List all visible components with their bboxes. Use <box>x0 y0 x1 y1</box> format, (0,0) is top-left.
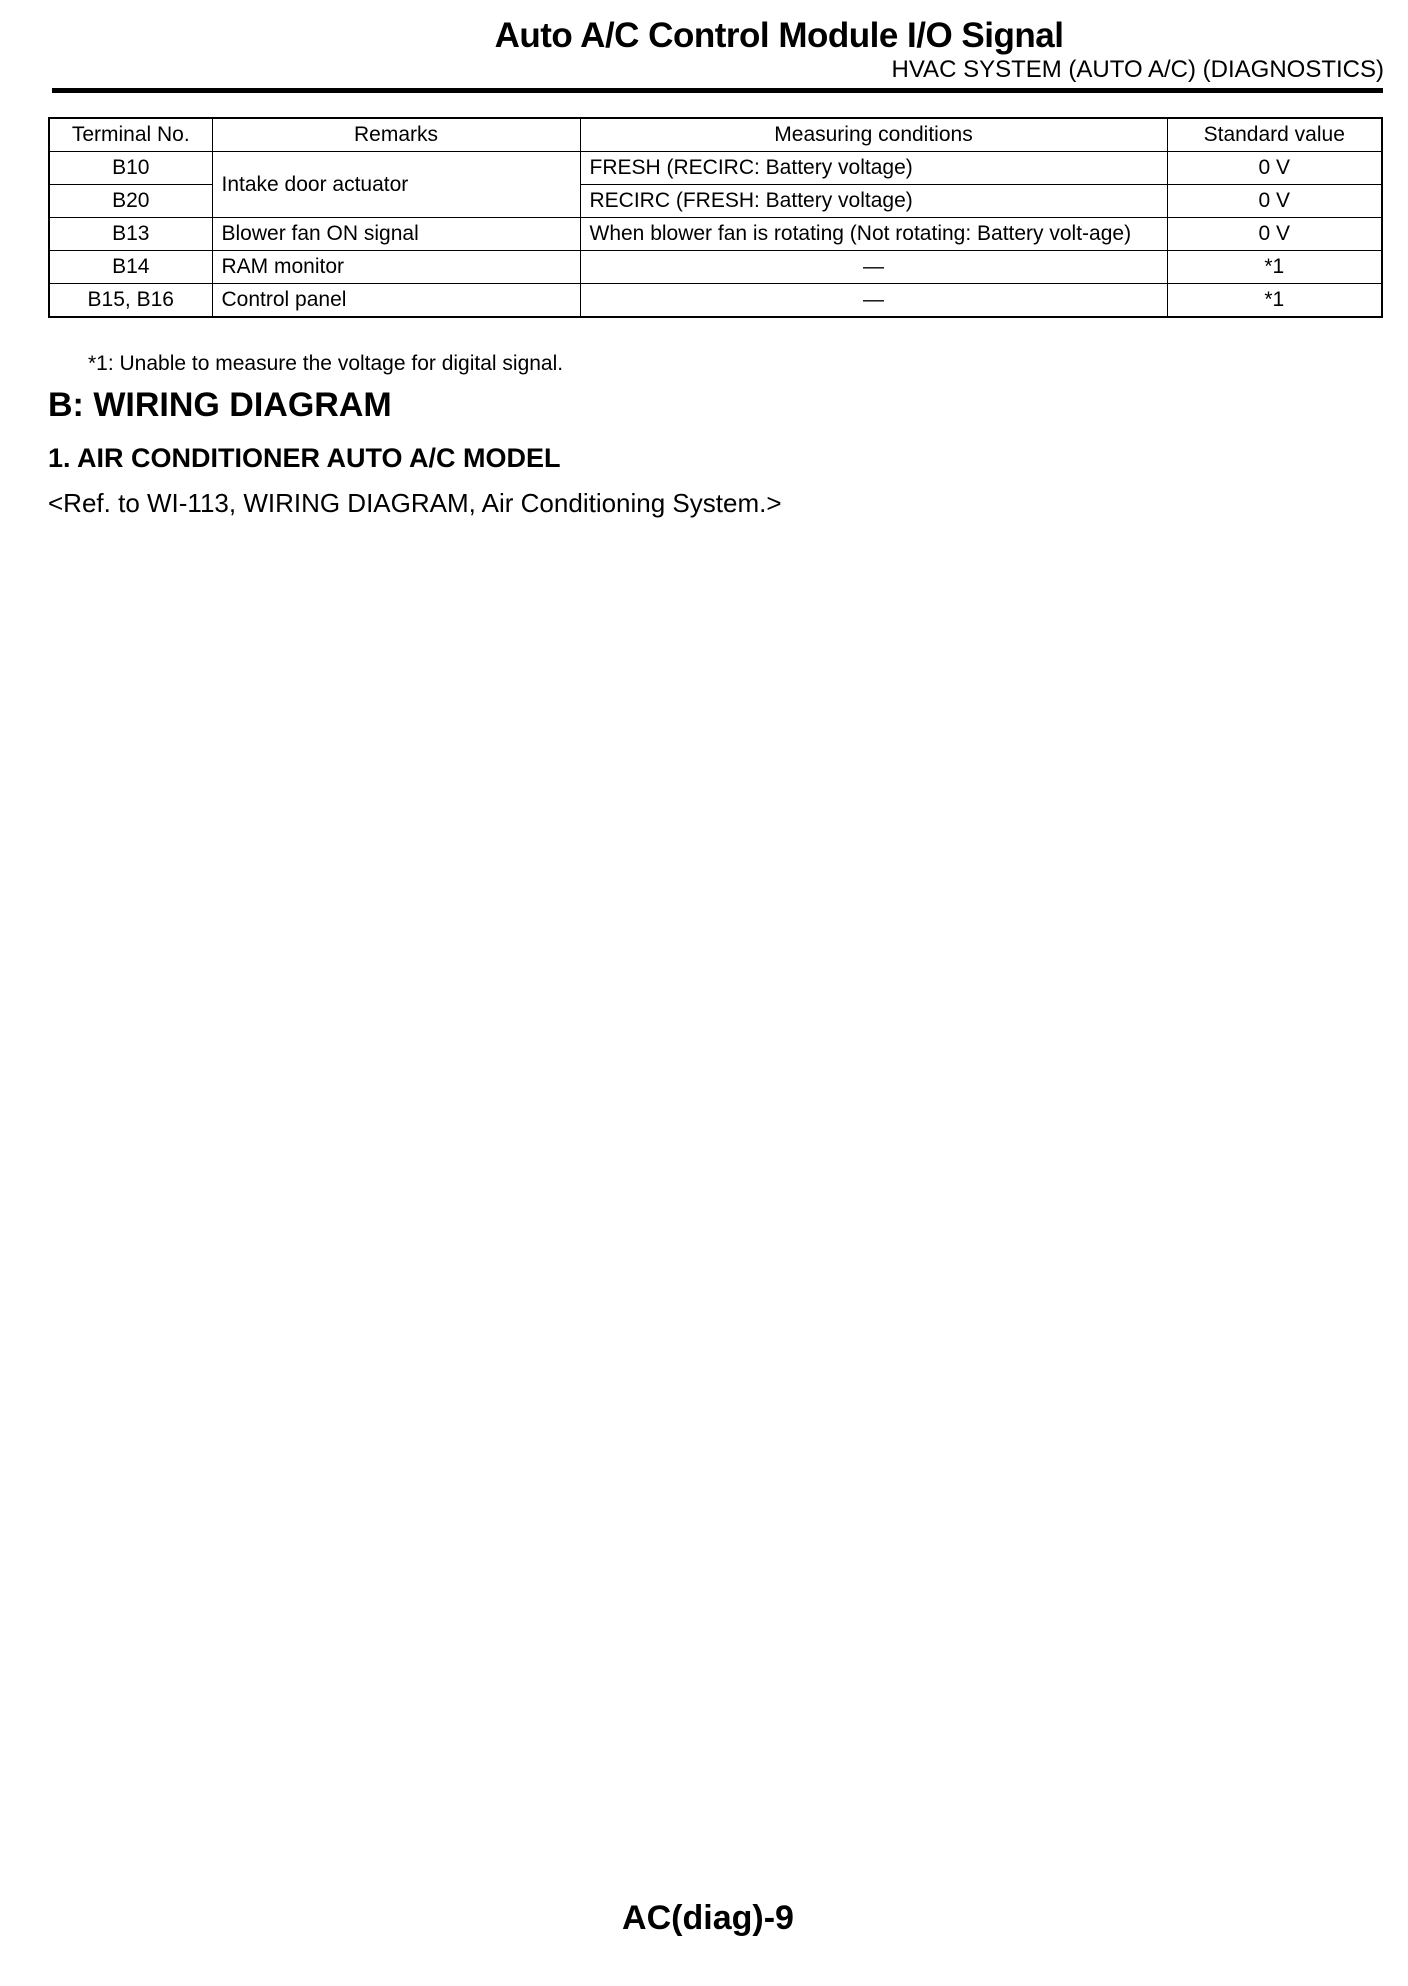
value-cell: *1 <box>1167 284 1382 318</box>
remarks-cell: Blower fan ON signal <box>212 218 580 251</box>
column-header-remarks: Remarks <box>212 118 580 152</box>
header-rule <box>52 88 1383 93</box>
conditions-cell: FRESH (RECIRC: Battery voltage) <box>580 152 1167 185</box>
reference-link[interactable]: <Ref. to WI-113, WIRING DIAGRAM, Air Conditioning System.> <box>48 488 782 518</box>
value-cell: *1 <box>1167 251 1382 284</box>
section-header: HVAC SYSTEM (AUTO A/C) (DIAGNOSTICS) <box>891 56 1384 83</box>
table-row <box>49 251 1382 284</box>
conditions-cell: — <box>580 284 1167 318</box>
table-row <box>49 218 1382 251</box>
page-number: AC(diag)-9 <box>622 1899 794 1937</box>
terminal-cell: B13 <box>49 218 212 251</box>
terminal-cell: B14 <box>49 251 212 284</box>
io-signal-table <box>48 117 1383 318</box>
value-cell: 0 V <box>1167 218 1382 251</box>
terminal-cell: B15, B16 <box>49 284 212 318</box>
table-footnote: *1: Unable to measure the voltage for digital signal. <box>88 352 564 375</box>
value-cell: 0 V <box>1167 185 1382 218</box>
table-row <box>49 284 1382 318</box>
section-heading: B: WIRING DIAGRAM <box>48 386 392 424</box>
conditions-cell: — <box>580 251 1167 284</box>
subsection-heading: 1. AIR CONDITIONER AUTO A/C MODEL <box>48 443 561 473</box>
terminal-cell: B10 <box>49 152 212 185</box>
remarks-cell: Control panel <box>212 284 580 318</box>
remarks-cell: RAM monitor <box>212 251 580 284</box>
conditions-cell: RECIRC (FRESH: Battery voltage) <box>580 185 1167 218</box>
table-row <box>49 152 1382 185</box>
remarks-cell: Intake door actuator <box>212 152 580 218</box>
column-header-conditions: Measuring conditions <box>580 118 1167 152</box>
terminal-cell: B20 <box>49 185 212 218</box>
conditions-cell: When blower fan is rotating (Not rotating: Battery volt-age) <box>580 218 1167 251</box>
value-cell: 0 V <box>1167 152 1382 185</box>
column-header-value: Standard value <box>1167 118 1382 152</box>
column-header-terminal: Terminal No. <box>49 118 212 152</box>
table-header-row <box>49 118 1382 152</box>
page-title: Auto A/C Control Module I/O Signal <box>494 16 1064 55</box>
